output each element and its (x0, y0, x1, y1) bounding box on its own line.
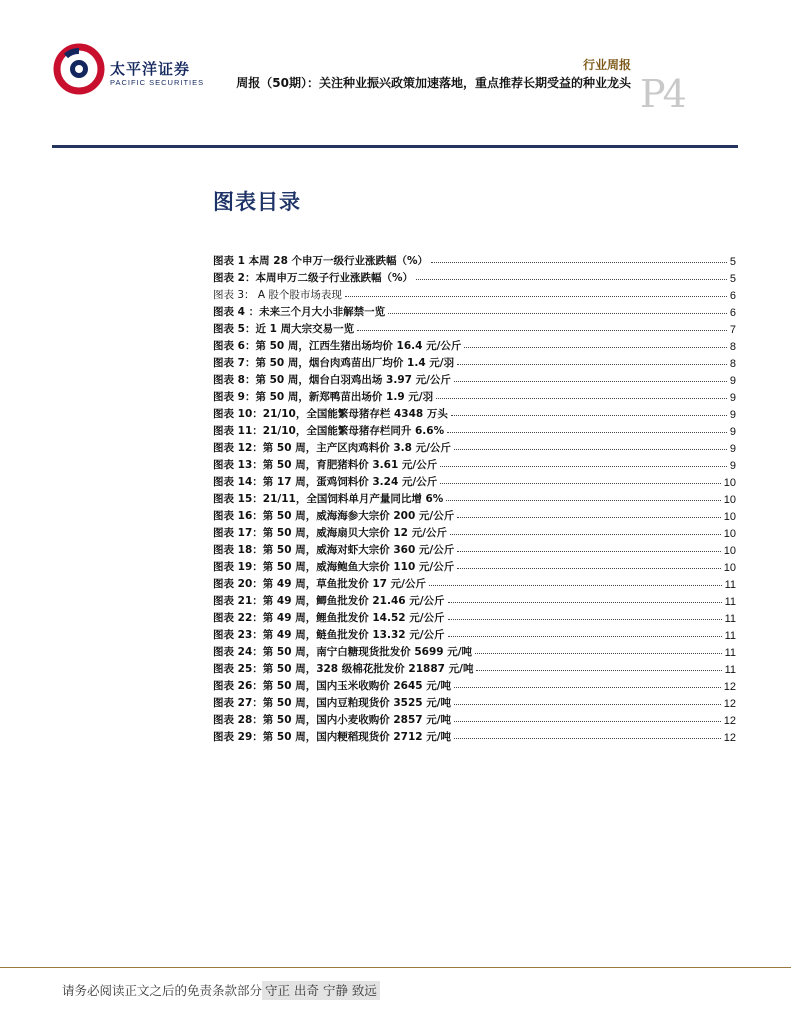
toc-leader-dots (448, 602, 722, 603)
toc-leader-dots (457, 568, 720, 569)
toc-leader-dots (457, 551, 720, 552)
toc-entry-page: 9 (729, 392, 736, 404)
toc-entry[interactable] (213, 336, 736, 353)
disclaimer-text: 请务必阅读正文之后的免责条款部分 (62, 983, 263, 998)
toc-leader-dots (454, 449, 727, 450)
toc-entry[interactable] (213, 591, 736, 608)
toc-entry[interactable] (213, 421, 736, 438)
toc-leader-dots (345, 296, 727, 297)
toc-entry[interactable] (213, 285, 736, 302)
toc-entry-page: 8 (729, 358, 736, 370)
toc-entry-label: 图表 9：第 50 周，新郑鸭苗出场价 1.9 元/羽 (213, 391, 434, 403)
toc-entry[interactable] (213, 387, 736, 404)
toc-entry-label: 图表 2：本周申万二级子行业涨跌幅（%） (213, 272, 413, 284)
toc-entry[interactable] (213, 353, 736, 370)
toc-leader-dots (446, 500, 720, 501)
toc-leader-dots (447, 432, 727, 433)
toc-entry[interactable] (213, 557, 736, 574)
toc-entry-label: 图表 13：第 50 周，育肥猪料价 3.61 元/公斤 (213, 459, 438, 471)
toc-leader-dots (454, 381, 727, 382)
toc-heading: 图表目录 (213, 190, 301, 214)
toc-entry[interactable] (213, 659, 736, 676)
toc-entry[interactable] (213, 319, 736, 336)
toc-leader-dots (457, 364, 727, 365)
toc-entry-page: 11 (724, 579, 736, 591)
toc-entry[interactable] (213, 404, 736, 421)
toc-entry-label: 图表 17：第 50 周，威海扇贝大宗价 12 元/公斤 (213, 527, 447, 539)
toc-entry-label: 图表 16：第 50 周，威海海参大宗价 200 元/公斤 (213, 510, 455, 522)
footer-divider (0, 967, 791, 968)
document-type: 行业周报 (582, 58, 631, 72)
toc-entry-label: 图表 26：第 50 周，国内玉米收购价 2645 元/吨 (213, 680, 452, 692)
toc-entry[interactable] (213, 455, 736, 472)
toc-entry-label: 图表 27：第 50 周，国内豆粕现货价 3525 元/吨 (213, 697, 452, 709)
toc-entry-page: 9 (729, 460, 736, 472)
toc-entry-page: 10 (723, 511, 736, 523)
toc-entry-label: 图表 28：第 50 周，国内小麦收购价 2857 元/吨 (213, 714, 452, 726)
toc-entry[interactable] (213, 727, 736, 744)
toc-entry-page: 11 (724, 630, 736, 642)
toc-entry[interactable] (213, 472, 736, 489)
toc-entry-label: 图表 14：第 17 周，蛋鸡饲料价 3.24 元/公斤 (213, 476, 438, 488)
toc-entry-page: 7 (729, 324, 736, 336)
toc-leader-dots (454, 704, 721, 705)
toc-entry-page: 5 (729, 256, 736, 268)
toc-entry-page: 9 (729, 426, 736, 438)
toc-entry-label: 图表 10：21/10，全国能繁母猪存栏 4348 万头 (213, 408, 448, 420)
toc-leader-dots (451, 415, 727, 416)
toc-entry-page: 6 (729, 307, 736, 319)
toc-entry-page: 11 (724, 613, 736, 625)
header-divider (52, 145, 738, 148)
toc-leader-dots (436, 398, 727, 399)
toc-entry-page: 10 (723, 562, 736, 574)
toc-entry[interactable] (213, 676, 736, 693)
toc-leader-dots (440, 466, 727, 467)
toc-entry-label: 图表 15：21/11，全国饲料单月产量同比增 6% (213, 493, 444, 505)
toc-entry-label: 图表 25：第 50 周，328 级棉花批发价 21887 元/吨 (213, 663, 474, 675)
report-title: 周报（50期）：关注种业振兴政策加速落地，重点推荐长期受益的种业龙头 (236, 76, 631, 90)
company-logo (52, 42, 212, 96)
toc-entry[interactable] (213, 523, 736, 540)
toc-entry-page: 9 (729, 375, 736, 387)
toc-leader-dots (457, 517, 720, 518)
toc-entry-page: 8 (729, 341, 736, 353)
toc-entry-label: 图表 22：第 49 周，鲤鱼批发价 14.52 元/公斤 (213, 612, 445, 624)
toc-entry[interactable] (213, 608, 736, 625)
toc-leader-dots (431, 262, 727, 263)
toc-entry[interactable] (213, 710, 736, 727)
toc-entry-page: 12 (723, 732, 736, 744)
toc-entry-page: 9 (729, 443, 736, 455)
toc-leader-dots (454, 721, 721, 722)
toc-leader-dots (448, 636, 722, 637)
toc-entry[interactable] (213, 251, 736, 268)
toc-leader-dots (357, 330, 727, 331)
toc-entry-label: 图表 23：第 49 周，鲢鱼批发价 13.32 元/公斤 (213, 629, 445, 641)
toc-leader-dots (454, 687, 721, 688)
toc-entry-page: 12 (723, 698, 736, 710)
toc-entry-label: 图表 3： A 股个股市场表现 (213, 289, 342, 301)
toc-entry-page: 12 (723, 681, 736, 693)
toc-entry-page: 10 (723, 477, 736, 489)
logo-mark-icon (52, 42, 106, 96)
toc-entry[interactable] (213, 302, 736, 319)
toc-entry-label: 图表 6：第 50 周，江西生猪出场均价 16.4 元/公斤 (213, 340, 462, 352)
toc-entry-label: 图表 12：第 50 周，主产区肉鸡料价 3.8 元/公斤 (213, 442, 451, 454)
toc-entry-page: 12 (723, 715, 736, 727)
company-motto: 守正 出奇 宁静 致远 (262, 981, 380, 1000)
toc-entry-label: 图表 21：第 49 周，鲫鱼批发价 21.46 元/公斤 (213, 595, 445, 607)
toc-leader-dots (440, 483, 721, 484)
toc-entry[interactable] (213, 693, 736, 710)
footer (62, 981, 380, 999)
toc-entry-page: 11 (724, 647, 736, 659)
toc-entry[interactable] (213, 268, 736, 285)
toc-leader-dots (475, 653, 722, 654)
toc-entry[interactable] (213, 370, 736, 387)
toc-entry-page: 10 (723, 494, 736, 506)
toc-entry-label: 图表 24：第 50 周，南宁白糖现货批发价 5699 元/吨 (213, 646, 473, 658)
company-name-en: PACIFIC SECURITIES (110, 78, 205, 87)
toc-leader-dots (454, 738, 721, 739)
toc-entry-page: 5 (729, 273, 736, 285)
toc-leader-dots (429, 585, 722, 586)
toc-entry[interactable] (213, 540, 736, 557)
toc-leader-dots (450, 534, 721, 535)
toc-entry-page: 9 (729, 409, 736, 421)
toc-leader-dots (388, 313, 727, 314)
toc-entry-page: 10 (723, 528, 736, 540)
toc-entry-label: 图表 8：第 50 周，烟台白羽鸡出场 3.97 元/公斤 (213, 374, 451, 386)
toc-entry-label: 图表 18：第 50 周，威海对虾大宗价 360 元/公斤 (213, 544, 455, 556)
toc-entry-page: 6 (729, 290, 736, 302)
toc-entry-page: 11 (724, 664, 736, 676)
toc-list (213, 251, 736, 744)
toc-entry-page: 11 (724, 596, 736, 608)
toc-leader-dots (476, 670, 721, 671)
toc-entry-label: 图表 19：第 50 周，威海鲍鱼大宗价 110 元/公斤 (213, 561, 455, 573)
toc-leader-dots (416, 279, 727, 280)
toc-entry-label: 图表 1 本周 28 个申万一级行业涨跌幅（%） (213, 255, 429, 267)
toc-entry[interactable] (213, 438, 736, 455)
toc-entry-label: 图表 11：21/10，全国能繁母猪存栏同升 6.6% (213, 425, 445, 437)
toc-entry[interactable] (213, 506, 736, 523)
company-name-cn: 太平洋证券 (110, 60, 191, 78)
toc-leader-dots (448, 619, 722, 620)
toc-entry-label: 图表 29：第 50 周，国内粳稻现货价 2712 元/吨 (213, 731, 452, 743)
toc-entry-label: 图表 5：近 1 周大宗交易一览 (213, 323, 355, 335)
page-number: P4 (640, 72, 684, 116)
toc-entry[interactable] (213, 489, 736, 506)
toc-entry[interactable] (213, 642, 736, 659)
toc-entry-label: 图表 20：第 49 周，草鱼批发价 17 元/公斤 (213, 578, 426, 590)
toc-entry[interactable] (213, 625, 736, 642)
toc-entry[interactable] (213, 574, 736, 591)
toc-entry-label: 图表 7：第 50 周，烟台肉鸡苗出厂均价 1.4 元/羽 (213, 357, 455, 369)
toc-leader-dots (464, 347, 726, 348)
toc-entry-label: 图表 4 ：未来三个月大小非解禁一览 (213, 306, 386, 318)
toc-entry-page: 10 (723, 545, 736, 557)
